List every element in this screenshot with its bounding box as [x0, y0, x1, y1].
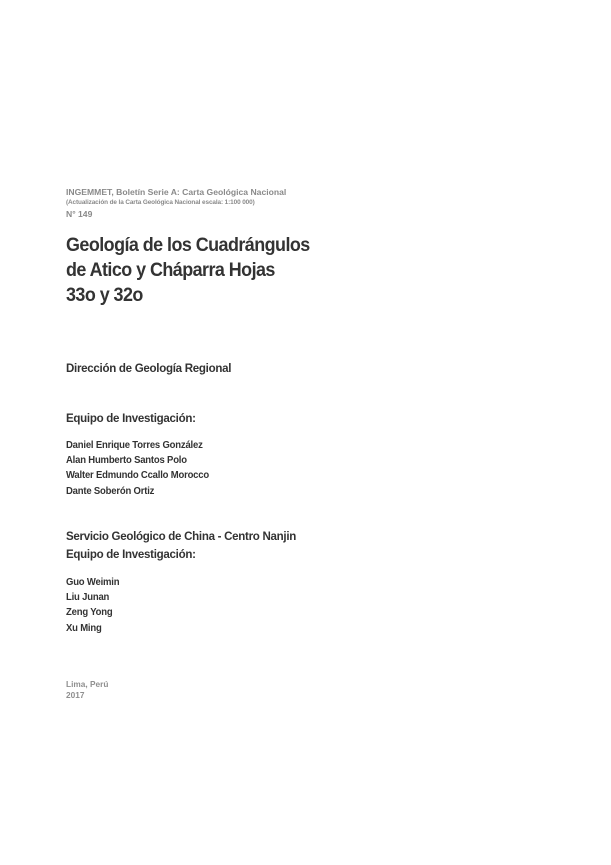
direction-heading: Dirección de Geología Regional [66, 361, 232, 375]
publication-footer [66, 679, 108, 701]
series-info [66, 186, 286, 220]
team-member: Walter Edmundo Ccallo Morocco [66, 470, 209, 482]
team2-members [66, 575, 119, 636]
series-subline: (Actualización de la Carta Geológica Nacional escala: 1:100 000) [66, 199, 255, 206]
team2-heading: Equipo de Investigación: [66, 547, 196, 561]
team-member: Dante Soberón Ortiz [66, 485, 155, 497]
team-member: Xu Ming [66, 622, 102, 634]
publication-year: 2017 [66, 690, 85, 700]
institution-heading: Servicio Geológico de China - Centro Nanjin [66, 529, 297, 543]
team-member: Alan Humberto Santos Polo [66, 455, 187, 467]
document-title [66, 233, 310, 308]
title-line-3: 33o y 32o [66, 284, 143, 306]
series-line: INGEMMET, Boletín Serie A: Carta Geológica Nacional [66, 187, 287, 197]
publication-place: Lima, Perú [66, 679, 109, 689]
title-line-1: Geología de los Cuadrángulos [66, 234, 310, 256]
title-line-2: de Atico y Cháparra Hojas [66, 259, 275, 281]
team-member: Guo Weimin [66, 577, 120, 588]
team-member: Daniel Enrique Torres González [66, 440, 203, 451]
team1-members [66, 438, 209, 499]
bulletin-number: N° 149 [66, 209, 93, 219]
team-member: Zeng Yong [66, 607, 113, 619]
china-section [66, 527, 296, 563]
team-member: Liu Junan [66, 592, 110, 604]
team1-heading: Equipo de Investigación: [66, 411, 196, 425]
